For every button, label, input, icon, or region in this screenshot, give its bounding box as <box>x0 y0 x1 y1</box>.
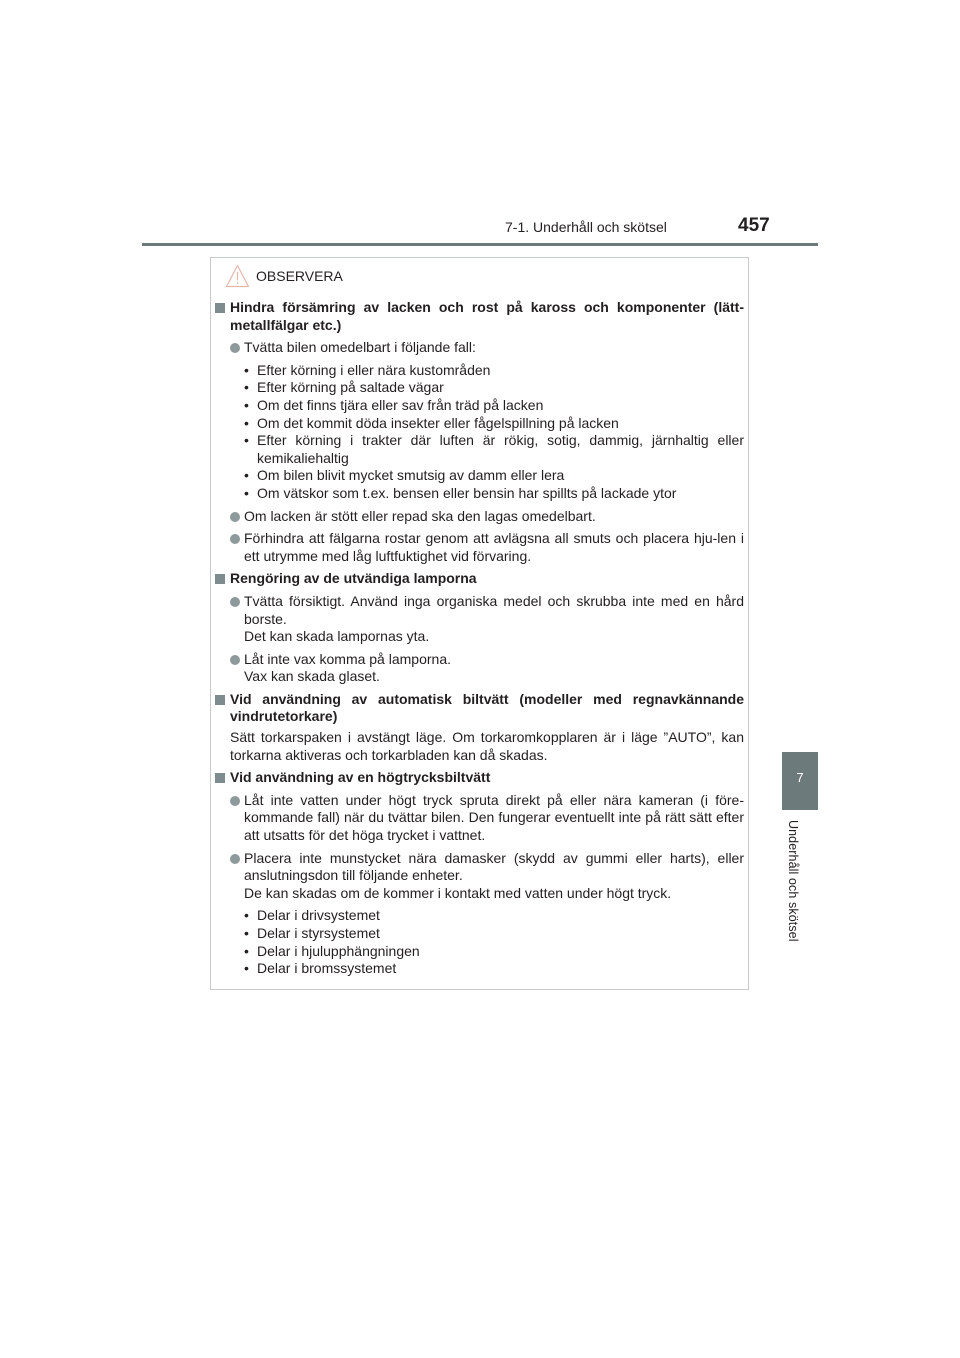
sub-list-item: • Delar i styrsystemet <box>244 925 380 941</box>
notice-body <box>215 299 744 978</box>
sub-item-text: Om det finns tjära eller sav från träd på lacken <box>257 396 544 413</box>
page-number: 457 <box>738 215 770 236</box>
sub-list-item: • Om det finns tjära eller sav från träd på lacken <box>244 396 544 413</box>
sub-item-text: Delar i styrsystemet <box>257 925 380 941</box>
chapter-tab-number: 7 <box>796 770 804 785</box>
circle-bullet-icon <box>230 534 240 544</box>
item-text: Låt inte vax komma på lamporna. <box>244 650 451 667</box>
sub-list-item: • Efter körning på saltade vägar <box>244 379 444 396</box>
circle-bullet-icon <box>230 655 240 665</box>
list-item <box>215 792 744 845</box>
section-heading <box>215 570 744 588</box>
sub-list-item: • Om bilen blivit mycket smutsig av damm eller lera <box>244 467 565 484</box>
item-text: Vax kan skada glaset. <box>244 668 380 685</box>
sub-item-text: Om bilen blivit mycket smutsig av damm eller lera <box>257 467 565 484</box>
square-bullet-icon <box>215 574 225 584</box>
sub-item-text: Efter körning i trakter där luften är rökig, sotig, dammig, järnhaltig eller kemikaliehaltig <box>257 432 744 466</box>
item-text: Tvätta bilen omedelbart i följande fall: <box>244 339 476 356</box>
list-item <box>215 850 744 903</box>
sub-item-text: Efter körning på saltade vägar <box>257 379 444 396</box>
sub-item-text: Om vätskor som t.ex. bensen eller bensin har spillts på lackade ytor <box>257 484 677 501</box>
list-item <box>215 339 744 357</box>
section-heading <box>215 299 744 334</box>
item-text: De kan skadas om de kommer i kontakt med vatten under högt tryck. <box>244 884 672 901</box>
section-heading-text: Vid användning av automatisk biltvätt (modeller med regnavkännande vindrutetorkare) <box>230 690 744 725</box>
section-heading-text: Vid användning av en högtrycksbiltvätt <box>230 769 491 786</box>
warning-triangle-icon <box>225 264 250 288</box>
list-item <box>215 508 744 526</box>
chapter-side-label: Underhåll och skötsel <box>786 820 800 942</box>
square-bullet-icon <box>215 773 225 783</box>
sub-item-text: Delar i bromssystemet <box>257 960 397 977</box>
list-item <box>215 651 744 686</box>
list-item <box>215 593 744 646</box>
sub-list <box>215 907 744 977</box>
circle-bullet-icon <box>230 597 240 607</box>
section-heading <box>215 769 744 787</box>
sub-item-text: Delar i hjulupphängningen <box>257 942 420 959</box>
section-heading-text: Rengöring av de utvändiga lamporna <box>230 570 477 587</box>
sub-item-text: Efter körning i eller nära kustområden <box>257 361 491 378</box>
item-text: Låt inte vatten under högt tryck spruta direkt på eller nära kameran (i före-kommande fall) när du tvättar bilen. Den fungerar eventuellt inte på rätt sätt efter att utsatts för det höga trycket i vattnet. <box>244 791 744 844</box>
item-text: Det kan skada lampornas yta. <box>244 628 430 645</box>
section-paragraph: Sätt torkarspaken i avstängt läge. Om torkaromkopplaren är i läge ”AUTO”, kan torkarna aktiveras och torkarbladen kan då skadas. <box>230 729 744 763</box>
sub-list-item: • Om vätskor som t.ex. bensen eller bensin har spillts på lackade ytor <box>244 484 677 501</box>
notice-box <box>210 257 749 990</box>
notice-header <box>225 261 343 291</box>
sub-list-item: • Delar i bromssystemet <box>244 960 397 977</box>
section-heading <box>215 691 744 726</box>
circle-bullet-icon <box>230 854 240 864</box>
sub-item-text: Om det kommit döda insekter eller fågelspillning på lacken <box>257 414 619 431</box>
item-text: Tvätta försiktigt. Använd inga organiska medel och skrubba inte med en hård borste. <box>244 592 744 627</box>
section-heading-text: Hindra försämring av lacken och rost på kaross och komponenter (lätt-metallfälgar etc.) <box>230 299 744 333</box>
circle-bullet-icon <box>230 796 240 806</box>
header-rule <box>142 243 818 246</box>
list-item <box>215 530 744 565</box>
item-text: Placera inte munstycket nära damasker (skydd av gummi eller harts), eller anslutningsdon till följande enheter. <box>244 849 744 884</box>
notice-title: OBSERVERA <box>256 268 343 284</box>
square-bullet-icon <box>215 695 225 705</box>
item-text: Om lacken är stött eller repad ska den lagas omedelbart. <box>244 507 596 524</box>
square-bullet-icon <box>215 303 225 313</box>
chapter-tab[interactable] <box>782 752 818 810</box>
sub-list-item: • Delar i drivsystemet <box>244 907 380 924</box>
circle-bullet-icon <box>230 343 240 353</box>
sub-list-item: • Efter körning i trakter där luften är rökig, sotig, dammig, järnhaltig eller kemikaliehaltig <box>244 432 744 466</box>
header-section-title: 7-1. Underhåll och skötsel <box>505 219 667 235</box>
item-text: Förhindra att fälgarna rostar genom att avlägsna all smuts och placera hju-len i ett utrymme med låg luftfuktighet vid förvaring. <box>244 530 744 564</box>
sub-list <box>215 362 744 503</box>
sub-item-text: Delar i drivsystemet <box>257 907 380 924</box>
sub-list-item: • Om det kommit döda insekter eller fågelspillning på lacken <box>244 414 619 431</box>
sub-list-item: • Efter körning i eller nära kustområden <box>244 361 491 378</box>
circle-bullet-icon <box>230 512 240 522</box>
sub-list-item: • Delar i hjulupphängningen <box>244 942 420 959</box>
